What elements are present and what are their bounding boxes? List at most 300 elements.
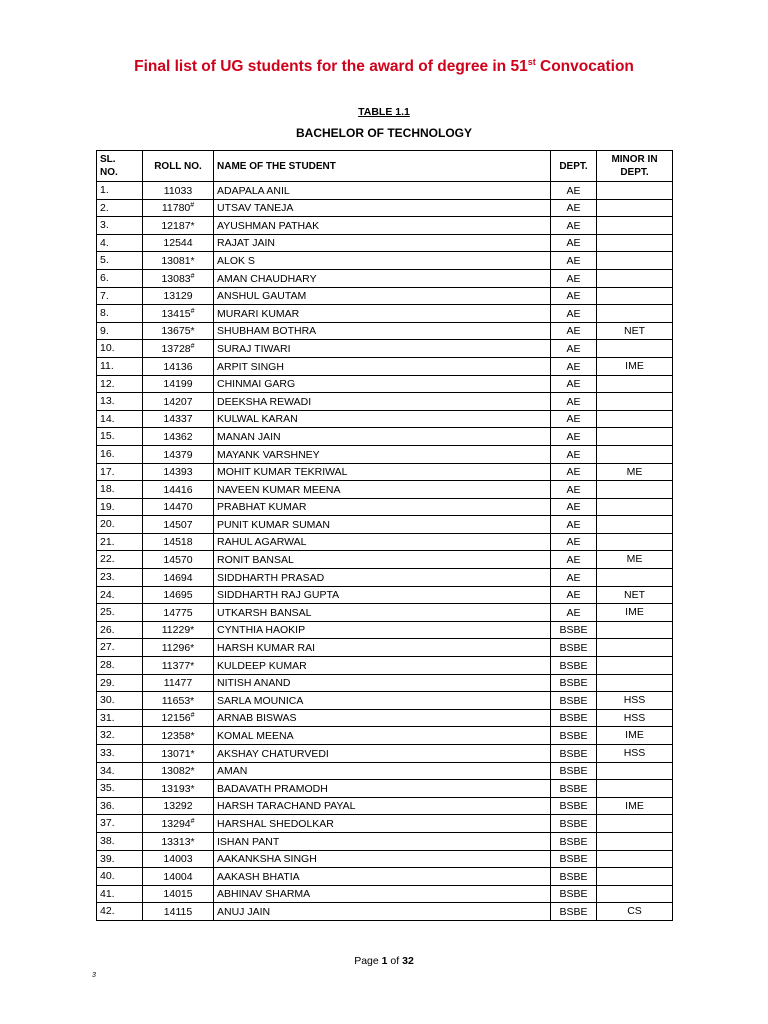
roll-number: 14003 bbox=[163, 853, 193, 866]
cell-minor-dept bbox=[597, 305, 673, 323]
cell-student-name: KULWAL KARAN bbox=[214, 410, 551, 428]
table-row bbox=[97, 287, 673, 305]
cell-dept: AE bbox=[551, 182, 597, 200]
cell-student-name: MANAN JAIN bbox=[214, 428, 551, 446]
cell-minor-dept bbox=[597, 885, 673, 903]
table-row bbox=[97, 586, 673, 604]
cell-sl-no: 26. bbox=[97, 621, 143, 639]
cell-minor-dept bbox=[597, 393, 673, 411]
cell-dept: AE bbox=[551, 340, 597, 358]
cell-student-name: ABHINAV SHARMA bbox=[214, 885, 551, 903]
roll-number: 14379 bbox=[163, 448, 193, 461]
table-row bbox=[97, 305, 673, 323]
cell-roll-no bbox=[143, 498, 214, 516]
cell-sl-no: 3. bbox=[97, 217, 143, 235]
table-row bbox=[97, 885, 673, 903]
cell-sl-no: 8. bbox=[97, 305, 143, 323]
cell-minor-dept bbox=[597, 621, 673, 639]
cell-sl-no: 41. bbox=[97, 885, 143, 903]
roll-number: 14004 bbox=[163, 870, 193, 883]
cell-minor-dept bbox=[597, 780, 673, 798]
cell-sl-no: 18. bbox=[97, 481, 143, 499]
cell-student-name: MURARI KUMAR bbox=[214, 305, 551, 323]
cell-student-name: KULDEEP KUMAR bbox=[214, 657, 551, 675]
cell-roll-no bbox=[143, 287, 214, 305]
cell-minor-dept: ME bbox=[597, 463, 673, 481]
cell-roll-no bbox=[143, 727, 214, 745]
cell-dept: BSBE bbox=[551, 709, 597, 727]
cell-roll-no bbox=[143, 903, 214, 921]
cell-sl-no: 15. bbox=[97, 428, 143, 446]
cell-roll-no bbox=[143, 533, 214, 551]
cell-minor-dept bbox=[597, 868, 673, 886]
cell-student-name: AAKANKSHA SINGH bbox=[214, 850, 551, 868]
cell-dept: BSBE bbox=[551, 762, 597, 780]
cell-roll-no bbox=[143, 850, 214, 868]
cell-roll-no bbox=[143, 182, 214, 200]
roll-number: 13313* bbox=[161, 835, 195, 848]
cell-roll-no bbox=[143, 885, 214, 903]
cell-student-name: AAKASH BHATIA bbox=[214, 868, 551, 886]
cell-minor-dept bbox=[597, 269, 673, 287]
header-sl-no bbox=[97, 151, 143, 182]
table-row bbox=[97, 217, 673, 235]
table-row bbox=[97, 393, 673, 411]
cell-sl-no: 14. bbox=[97, 410, 143, 428]
roll-number: 11377* bbox=[161, 659, 195, 672]
cell-student-name: CHINMAI GARG bbox=[214, 375, 551, 393]
cell-roll-no bbox=[143, 375, 214, 393]
cell-dept: AE bbox=[551, 481, 597, 499]
cell-student-name: PRABHAT KUMAR bbox=[214, 498, 551, 516]
cell-sl-no: 4. bbox=[97, 234, 143, 252]
roll-number: 13193* bbox=[161, 782, 195, 795]
cell-minor-dept bbox=[597, 252, 673, 270]
table-row bbox=[97, 692, 673, 710]
title-text: Final list of UG students for the award of degree in 51 bbox=[134, 58, 528, 75]
roll-mark: # bbox=[190, 202, 195, 210]
cell-student-name: AMAN bbox=[214, 762, 551, 780]
cell-student-name: SIDDHARTH PRASAD bbox=[214, 569, 551, 587]
table-row bbox=[97, 516, 673, 534]
page-footer bbox=[0, 955, 768, 967]
roll-number: 13129 bbox=[163, 290, 193, 303]
table-row bbox=[97, 322, 673, 340]
roll-number: 11477 bbox=[163, 677, 193, 690]
cell-dept: AE bbox=[551, 533, 597, 551]
cell-dept: BSBE bbox=[551, 657, 597, 675]
cell-roll-no bbox=[143, 357, 214, 375]
cell-sl-no: 31. bbox=[97, 709, 143, 727]
cell-roll-no bbox=[143, 428, 214, 446]
cell-sl-no: 34. bbox=[97, 762, 143, 780]
cell-dept: BSBE bbox=[551, 621, 597, 639]
table-row bbox=[97, 727, 673, 745]
cell-dept: AE bbox=[551, 463, 597, 481]
table-row bbox=[97, 868, 673, 886]
cell-minor-dept bbox=[597, 498, 673, 516]
cell-minor-dept: IME bbox=[597, 797, 673, 815]
footer-page-total: 32 bbox=[402, 955, 414, 967]
roll-mark: # bbox=[190, 307, 195, 315]
cell-minor-dept bbox=[597, 234, 673, 252]
cell-roll-no bbox=[143, 586, 214, 604]
cell-sl-no: 13. bbox=[97, 393, 143, 411]
cell-student-name: MOHIT KUMAR TEKRIWAL bbox=[214, 463, 551, 481]
roll-number: 14362 bbox=[163, 430, 193, 443]
roll-number: 11033 bbox=[163, 184, 193, 197]
cell-sl-no: 20. bbox=[97, 516, 143, 534]
cell-minor-dept bbox=[597, 639, 673, 657]
cell-dept: BSBE bbox=[551, 692, 597, 710]
roll-number: 13728 bbox=[161, 342, 191, 355]
cell-sl-no: 40. bbox=[97, 868, 143, 886]
roll-number: 14507 bbox=[163, 518, 193, 531]
roll-number: 14136 bbox=[163, 360, 193, 373]
cell-sl-no: 32. bbox=[97, 727, 143, 745]
cell-dept: AE bbox=[551, 604, 597, 622]
header-student-name: NAME OF THE STUDENT bbox=[214, 151, 551, 182]
cell-dept: BSBE bbox=[551, 639, 597, 657]
cell-roll-no bbox=[143, 621, 214, 639]
student-table bbox=[96, 150, 673, 921]
roll-number: 13415 bbox=[161, 307, 191, 320]
roll-number: 14775 bbox=[163, 606, 193, 619]
cell-minor-dept bbox=[597, 199, 673, 217]
cell-roll-no bbox=[143, 393, 214, 411]
cell-roll-no bbox=[143, 569, 214, 587]
cell-dept: AE bbox=[551, 234, 597, 252]
cell-dept: BSBE bbox=[551, 850, 597, 868]
cell-minor-dept bbox=[597, 287, 673, 305]
cell-dept: AE bbox=[551, 217, 597, 235]
cell-student-name: RONIT BANSAL bbox=[214, 551, 551, 569]
cell-minor-dept bbox=[597, 410, 673, 428]
cell-minor-dept bbox=[597, 340, 673, 358]
roll-number: 14199 bbox=[163, 378, 193, 391]
cell-dept: AE bbox=[551, 375, 597, 393]
cell-student-name: DEEKSHA REWADI bbox=[214, 393, 551, 411]
roll-number: 11229* bbox=[161, 624, 195, 637]
table-row bbox=[97, 269, 673, 287]
cell-student-name: RAJAT JAIN bbox=[214, 234, 551, 252]
cell-roll-no bbox=[143, 745, 214, 763]
cell-sl-no: 10. bbox=[97, 340, 143, 358]
cell-minor-dept: IME bbox=[597, 604, 673, 622]
cell-minor-dept bbox=[597, 832, 673, 850]
title-text-after: Convocation bbox=[535, 58, 634, 75]
cell-dept: AE bbox=[551, 357, 597, 375]
cell-roll-no bbox=[143, 780, 214, 798]
cell-roll-no bbox=[143, 762, 214, 780]
cell-roll-no bbox=[143, 463, 214, 481]
cell-student-name: ISHAN PANT bbox=[214, 832, 551, 850]
cell-minor-dept: IME bbox=[597, 357, 673, 375]
cell-minor-dept bbox=[597, 762, 673, 780]
roll-mark: # bbox=[190, 272, 195, 280]
roll-number: 14470 bbox=[163, 501, 193, 514]
cell-dept: AE bbox=[551, 445, 597, 463]
cell-student-name: SARLA MOUNICA bbox=[214, 692, 551, 710]
roll-number: 13071* bbox=[161, 747, 195, 760]
cell-minor-dept bbox=[597, 445, 673, 463]
cell-dept: AE bbox=[551, 287, 597, 305]
table-row bbox=[97, 762, 673, 780]
cell-student-name: ARPIT SINGH bbox=[214, 357, 551, 375]
roll-number: 14337 bbox=[163, 413, 193, 426]
cell-sl-no: 12. bbox=[97, 375, 143, 393]
table-row bbox=[97, 445, 673, 463]
table-row bbox=[97, 709, 673, 727]
roll-number: 13294 bbox=[161, 817, 191, 830]
cell-student-name: BADAVATH PRAMODH bbox=[214, 780, 551, 798]
cell-sl-no: 1. bbox=[97, 182, 143, 200]
table-row bbox=[97, 604, 673, 622]
roll-number: 14207 bbox=[163, 395, 193, 408]
cell-student-name: SURAJ TIWARI bbox=[214, 340, 551, 358]
table-row bbox=[97, 428, 673, 446]
cell-student-name: KOMAL MEENA bbox=[214, 727, 551, 745]
roll-number: 13083 bbox=[161, 272, 191, 285]
header-minor-dept bbox=[597, 151, 673, 182]
roll-mark: # bbox=[190, 342, 195, 350]
cell-dept: BSBE bbox=[551, 780, 597, 798]
cell-student-name: SHUBHAM BOTHRA bbox=[214, 322, 551, 340]
cell-sl-no: 35. bbox=[97, 780, 143, 798]
cell-dept: AE bbox=[551, 393, 597, 411]
table-row bbox=[97, 797, 673, 815]
table-row bbox=[97, 182, 673, 200]
table-header-row bbox=[97, 151, 673, 182]
cell-student-name: ARNAB BISWAS bbox=[214, 709, 551, 727]
cell-dept: BSBE bbox=[551, 832, 597, 850]
table-row bbox=[97, 463, 673, 481]
cell-sl-no: 7. bbox=[97, 287, 143, 305]
table-row bbox=[97, 481, 673, 499]
header-roll-no: ROLL NO. bbox=[143, 151, 214, 182]
cell-dept: BSBE bbox=[551, 674, 597, 692]
table-row bbox=[97, 375, 673, 393]
cell-sl-no: 21. bbox=[97, 533, 143, 551]
cell-sl-no: 11. bbox=[97, 357, 143, 375]
cell-sl-no: 27. bbox=[97, 639, 143, 657]
table-row bbox=[97, 551, 673, 569]
cell-student-name: NITISH ANAND bbox=[214, 674, 551, 692]
cell-minor-dept bbox=[597, 533, 673, 551]
cell-sl-no: 37. bbox=[97, 815, 143, 833]
cell-student-name: AMAN CHAUDHARY bbox=[214, 269, 551, 287]
cell-roll-no bbox=[143, 252, 214, 270]
cell-minor-dept bbox=[597, 674, 673, 692]
cell-student-name: MAYANK VARSHNEY bbox=[214, 445, 551, 463]
roll-number: 14015 bbox=[163, 888, 193, 901]
roll-number: 11296* bbox=[161, 642, 195, 655]
cell-roll-no bbox=[143, 322, 214, 340]
cell-sl-no: 6. bbox=[97, 269, 143, 287]
table-row bbox=[97, 657, 673, 675]
cell-minor-dept bbox=[597, 481, 673, 499]
cell-dept: BSBE bbox=[551, 745, 597, 763]
cell-student-name: UTKARSH BANSAL bbox=[214, 604, 551, 622]
cell-sl-no: 25. bbox=[97, 604, 143, 622]
cell-dept: AE bbox=[551, 516, 597, 534]
table-row bbox=[97, 832, 673, 850]
header-sl-line2: NO. bbox=[100, 167, 118, 178]
roll-number: 14570 bbox=[163, 554, 193, 567]
cell-roll-no bbox=[143, 269, 214, 287]
cell-roll-no bbox=[143, 305, 214, 323]
cell-dept: BSBE bbox=[551, 903, 597, 921]
cell-minor-dept: ME bbox=[597, 551, 673, 569]
cell-minor-dept bbox=[597, 182, 673, 200]
cell-sl-no: 23. bbox=[97, 569, 143, 587]
roll-number: 14518 bbox=[163, 536, 193, 549]
roll-number: 12156 bbox=[161, 712, 191, 725]
table-row bbox=[97, 745, 673, 763]
roll-mark: # bbox=[190, 712, 195, 720]
cell-minor-dept bbox=[597, 815, 673, 833]
roll-number: 13292 bbox=[163, 800, 193, 813]
cell-dept: AE bbox=[551, 305, 597, 323]
cell-sl-no: 30. bbox=[97, 692, 143, 710]
footer-page-word: Page bbox=[354, 955, 379, 967]
cell-student-name: ANSHUL GAUTAM bbox=[214, 287, 551, 305]
cell-sl-no: 5. bbox=[97, 252, 143, 270]
header-minor-line2: DEPT. bbox=[620, 167, 649, 178]
cell-dept: AE bbox=[551, 428, 597, 446]
cell-roll-no bbox=[143, 199, 214, 217]
cell-dept: BSBE bbox=[551, 727, 597, 745]
cell-student-name: CYNTHIA HAOKIP bbox=[214, 621, 551, 639]
roll-number: 13675* bbox=[161, 325, 195, 338]
cell-roll-no bbox=[143, 674, 214, 692]
roll-number: 13081* bbox=[161, 254, 195, 267]
cell-dept: AE bbox=[551, 322, 597, 340]
cell-sl-no: 36. bbox=[97, 797, 143, 815]
cell-dept: AE bbox=[551, 586, 597, 604]
table-row bbox=[97, 569, 673, 587]
table-row bbox=[97, 357, 673, 375]
cell-roll-no bbox=[143, 340, 214, 358]
cell-student-name: AKSHAY CHATURVEDI bbox=[214, 745, 551, 763]
cell-roll-no bbox=[143, 445, 214, 463]
table-row bbox=[97, 410, 673, 428]
cell-sl-no: 2. bbox=[97, 199, 143, 217]
table-body bbox=[97, 182, 673, 921]
cell-roll-no bbox=[143, 516, 214, 534]
cell-minor-dept bbox=[597, 217, 673, 235]
table-number: TABLE 1.1 bbox=[358, 106, 410, 118]
title-superscript: st bbox=[527, 57, 536, 67]
cell-minor-dept bbox=[597, 850, 673, 868]
cell-dept: AE bbox=[551, 569, 597, 587]
cell-roll-no bbox=[143, 797, 214, 815]
cell-roll-no bbox=[143, 868, 214, 886]
cell-sl-no: 28. bbox=[97, 657, 143, 675]
cell-roll-no bbox=[143, 692, 214, 710]
table-row bbox=[97, 850, 673, 868]
header-dept: DEPT. bbox=[551, 151, 597, 182]
cell-dept: AE bbox=[551, 498, 597, 516]
table-row bbox=[97, 815, 673, 833]
cell-sl-no: 42. bbox=[97, 903, 143, 921]
cell-dept: BSBE bbox=[551, 885, 597, 903]
cell-minor-dept bbox=[597, 657, 673, 675]
cell-student-name: AYUSHMAN PATHAK bbox=[214, 217, 551, 235]
cell-minor-dept: CS bbox=[597, 903, 673, 921]
roll-number: 14393 bbox=[163, 466, 193, 479]
cell-minor-dept: IME bbox=[597, 727, 673, 745]
cell-student-name: ADAPALA ANIL bbox=[214, 182, 551, 200]
footer-page-current: 1 bbox=[381, 955, 388, 967]
cell-dept: AE bbox=[551, 269, 597, 287]
roll-mark: # bbox=[190, 817, 195, 825]
cell-roll-no bbox=[143, 481, 214, 499]
cell-sl-no: 38. bbox=[97, 832, 143, 850]
cell-student-name: NAVEEN KUMAR MEENA bbox=[214, 481, 551, 499]
cell-student-name: HARSH TARACHAND PAYAL bbox=[214, 797, 551, 815]
cell-minor-dept: HSS bbox=[597, 692, 673, 710]
table-row bbox=[97, 533, 673, 551]
table-row bbox=[97, 340, 673, 358]
cell-sl-no: 24. bbox=[97, 586, 143, 604]
roll-number: 12544 bbox=[163, 237, 193, 250]
cell-student-name: RAHUL AGARWAL bbox=[214, 533, 551, 551]
roll-number: 14695 bbox=[163, 589, 193, 602]
cell-minor-dept bbox=[597, 569, 673, 587]
cell-student-name: SIDDHARTH RAJ GUPTA bbox=[214, 586, 551, 604]
table-row bbox=[97, 903, 673, 921]
cell-student-name: UTSAV TANEJA bbox=[214, 199, 551, 217]
cell-minor-dept bbox=[597, 375, 673, 393]
roll-number: 12187* bbox=[161, 219, 195, 232]
cell-minor-dept bbox=[597, 428, 673, 446]
document-title bbox=[0, 58, 768, 76]
cell-dept: AE bbox=[551, 410, 597, 428]
table-row bbox=[97, 234, 673, 252]
header-sl-line1: SL. bbox=[100, 154, 116, 165]
cell-roll-no bbox=[143, 709, 214, 727]
cell-minor-dept: NET bbox=[597, 322, 673, 340]
cell-student-name: HARSH KUMAR RAI bbox=[214, 639, 551, 657]
cell-minor-dept: NET bbox=[597, 586, 673, 604]
cell-roll-no bbox=[143, 657, 214, 675]
cell-sl-no: 29. bbox=[97, 674, 143, 692]
roll-number: 11780 bbox=[161, 202, 191, 215]
cell-dept: AE bbox=[551, 199, 597, 217]
table-row bbox=[97, 199, 673, 217]
cell-roll-no bbox=[143, 604, 214, 622]
cell-roll-no bbox=[143, 234, 214, 252]
cell-student-name: ANUJ JAIN bbox=[214, 903, 551, 921]
roll-number: 11653* bbox=[161, 694, 195, 707]
cell-sl-no: 19. bbox=[97, 498, 143, 516]
cell-roll-no bbox=[143, 217, 214, 235]
cell-sl-no: 9. bbox=[97, 322, 143, 340]
roll-number: 14416 bbox=[163, 483, 193, 496]
cell-student-name: PUNIT KUMAR SUMAN bbox=[214, 516, 551, 534]
cell-roll-no bbox=[143, 832, 214, 850]
table-caption: BACHELOR OF TECHNOLOGY bbox=[296, 126, 472, 140]
table-row bbox=[97, 674, 673, 692]
footer-of-word: of bbox=[390, 955, 400, 967]
cell-sl-no: 17. bbox=[97, 463, 143, 481]
cell-dept: BSBE bbox=[551, 815, 597, 833]
cell-roll-no bbox=[143, 815, 214, 833]
roll-number: 14694 bbox=[163, 571, 193, 584]
table-row bbox=[97, 498, 673, 516]
cell-dept: BSBE bbox=[551, 797, 597, 815]
